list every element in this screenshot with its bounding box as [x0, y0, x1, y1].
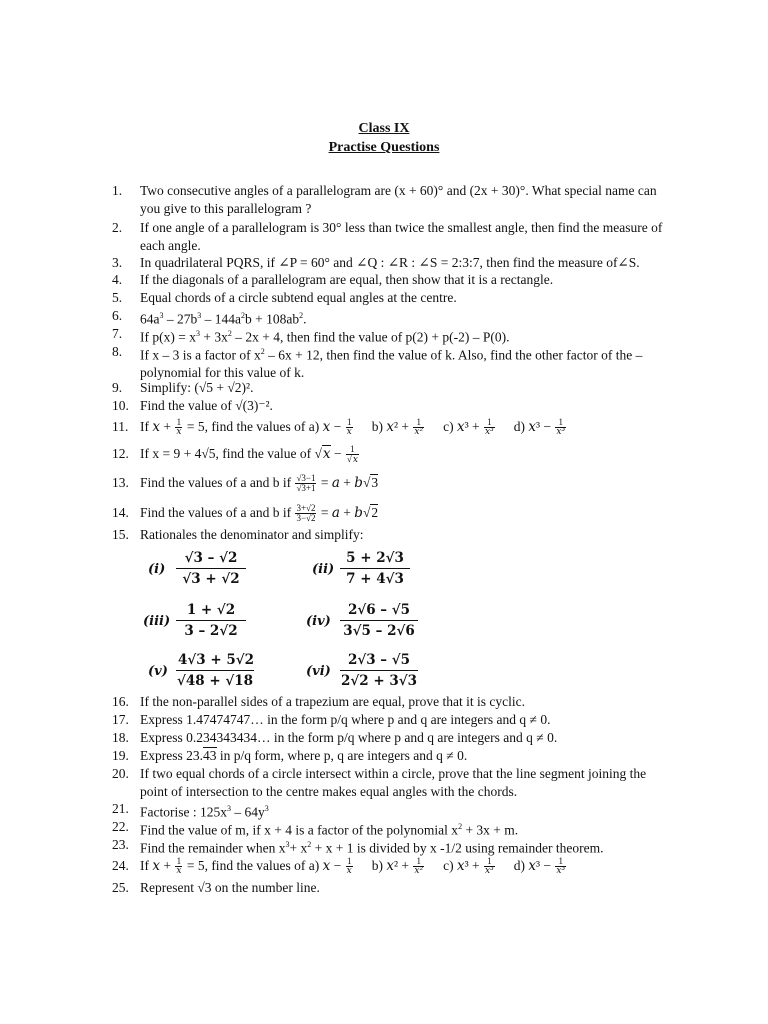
question-number: 23.	[112, 837, 129, 852]
question-4	[112, 271, 672, 289]
question-text: If x – 3 is a factor of $x^2 - 6x + 12$, then find the value of k. Also, find the other factor of the –	[140, 347, 643, 363]
question-20	[112, 765, 672, 800]
exercise-numerator: 2√3 – √5	[340, 652, 418, 671]
question-number: 19.	[112, 748, 129, 763]
question-text: Find the value of m, if x + 4 is a factor of the polynomial $x^2 + 3x + m$.	[140, 822, 519, 838]
exercise-label: (v)	[148, 664, 168, 679]
repeating-digits: 43	[203, 748, 217, 763]
exercise-label: (ii)	[312, 562, 335, 577]
exercise-label: (iv)	[306, 614, 331, 629]
class-title: Class IX	[358, 121, 410, 136]
question-text: Express 23.43 in p/q form, where p, q are integers and q ≠ 0.	[140, 748, 468, 763]
exercise-numerator: 1 + √2	[176, 602, 246, 621]
exercise-numerator: √3 – √2	[176, 550, 246, 569]
question-1	[112, 182, 672, 217]
question-10	[112, 397, 672, 415]
question-number: 6.	[112, 308, 123, 323]
question-13	[112, 474, 672, 493]
question-18	[112, 729, 672, 747]
question-text: In quadrilateral PQRS, if ∠P = 60° and ∠Q : ∠R : ∠S = 2:3:7, then find the measure of∠S.	[140, 255, 640, 270]
question-number: 14.	[112, 505, 129, 520]
question-17	[112, 711, 672, 729]
question-number: 5.	[112, 290, 123, 305]
question-text: Find the value of √(3)⁻².	[140, 398, 273, 413]
question-number: 7.	[112, 326, 123, 341]
question-text: If one angle of a parallelogram is 30° less than twice the smallest angle, then find the measure of	[140, 220, 663, 235]
question-text-cont: polynomial for this value of k.	[140, 365, 305, 381]
question-number: 16.	[112, 694, 129, 709]
question-text-cont: each angle.	[140, 237, 201, 253]
question-5	[112, 289, 672, 307]
exercise-numerator: 2√6 – √5	[340, 602, 418, 621]
question-number: 12.	[112, 446, 129, 461]
question-number: 10.	[112, 398, 129, 413]
question-number: 11.	[112, 419, 129, 434]
exercise-denominator: √3 + √2	[182, 571, 240, 587]
question-number: 15.	[112, 527, 129, 542]
question-11	[112, 418, 672, 437]
question-text: Simplify: (√5 + √2)².	[140, 380, 254, 395]
question-25	[112, 879, 672, 897]
question-number: 13.	[112, 475, 129, 490]
question-12	[112, 445, 672, 465]
exercise-denominator: 2√2 + 3√3	[340, 673, 418, 689]
question-text: Two consecutive angles of a parallelogram are (x + 60)° and (2x + 30)°. What special name can	[140, 183, 657, 198]
exercise-label: (iii)	[143, 614, 171, 629]
question-text: Express 1.47474747… in the form p/q where p and q are integers and q ≠ 0.	[140, 712, 551, 727]
question-number: 2.	[112, 220, 123, 235]
question-text: Factorise : $125x^3 - 64y^3$	[140, 804, 269, 820]
question-number: 24.	[112, 858, 129, 873]
question-19	[112, 747, 672, 765]
question-text: If two equal chords of a circle intersect within a circle, prove that the line segment joining the	[140, 766, 647, 781]
question-text: Find the values of a and b if $\frac{3+√2}{3-√2}$ = a + b√2	[140, 503, 379, 524]
exercise-denominator: 3 – 2√2	[184, 623, 238, 639]
question-text: Represent √3 on the number line.	[140, 880, 320, 895]
exercise-label: (vi)	[306, 664, 331, 679]
question-text: Find the values of a and b if $\frac{√3-1}{√3+1}$ = a + b√3	[140, 473, 379, 494]
exercise-label: (i)	[148, 562, 166, 577]
question-text: If the diagonals of a parallelogram are equal, then show that it is a rectangle.	[140, 272, 554, 287]
question-text: If $p(x) = x^3 + 3x^2 - 2x + 4$, then find the value of p(2) + p(-2) – P(0).	[140, 329, 510, 345]
question-text: If x + $\frac{1}{x}$ = 5, find the values of a) x − $\frac{1}{x}$ b) x² + $\frac{1}{\text{x²}}$ c) x³ + $\frac{1}{\text{x³}}$ d) x³ − $\frac{1}{\text{x³}}$	[140, 856, 566, 877]
question-9	[112, 379, 672, 397]
question-24	[112, 857, 672, 876]
question-text: Find the remainder when $x^3+ x^2 + x + 1$ is divided by x -1/2 using remainder theorem.	[140, 840, 604, 856]
question-text: $64a^3 - 27b^3 - 144a^2b + 108ab^2$.	[140, 311, 307, 327]
question-text-cont: point of intersection to the centre makes equal angles with the chords.	[140, 783, 518, 799]
question-text: If x = 9 + 4√5, find the value of √x − $\frac{1}{√x}$	[140, 444, 358, 465]
question-number: 20.	[112, 766, 129, 781]
question-number: 21.	[112, 801, 129, 816]
question-2	[112, 219, 672, 254]
question-number: 25.	[112, 880, 129, 895]
question-text: Equal chords of a circle subtend equal angles at the centre.	[140, 290, 457, 305]
page-subtitle: Practise Questions	[328, 140, 440, 155]
question-number: 9.	[112, 380, 123, 395]
exercise-numerator: 5 + 2√3	[340, 550, 410, 569]
question-text: If x + $\frac{1}{x}$ = 5, find the values of a) x − $\frac{1}{x}$ b) x² + $\frac{1}{\text{x²}}$ c) x³ + $\frac{1}{\text{x³}}$ d) x³ − $\frac{1}{\text{x³}}$	[140, 417, 566, 438]
exercise-numerator: 4√3 + 5√2	[176, 652, 254, 671]
question-text-cont: you give to this parallelogram ?	[140, 200, 312, 216]
question-text: Rationales the denominator and simplify:	[140, 527, 364, 542]
question-number: 17.	[112, 712, 129, 727]
question-number: 18.	[112, 730, 129, 745]
question-number: 3.	[112, 255, 123, 270]
question-16	[112, 693, 672, 711]
exercise-denominator: 7 + 4√3	[346, 571, 404, 587]
question-14	[112, 504, 672, 523]
question-23	[112, 836, 672, 857]
exercise-denominator: √48 + √18	[176, 673, 254, 689]
exercise-denominator: 3√5 – 2√6	[343, 623, 415, 639]
question-number: 1.	[112, 183, 123, 198]
question-number: 4.	[112, 272, 123, 287]
question-text: If the non-parallel sides of a trapezium are equal, prove that it is cyclic.	[140, 694, 525, 709]
question-8	[112, 343, 672, 382]
question-number: 22.	[112, 819, 129, 834]
question-15	[112, 526, 672, 544]
question-number: 8.	[112, 344, 123, 359]
question-3	[112, 254, 672, 272]
question-text: Express 0.234343434… in the form p/q where p and q are integers and q ≠ 0.	[140, 730, 558, 745]
